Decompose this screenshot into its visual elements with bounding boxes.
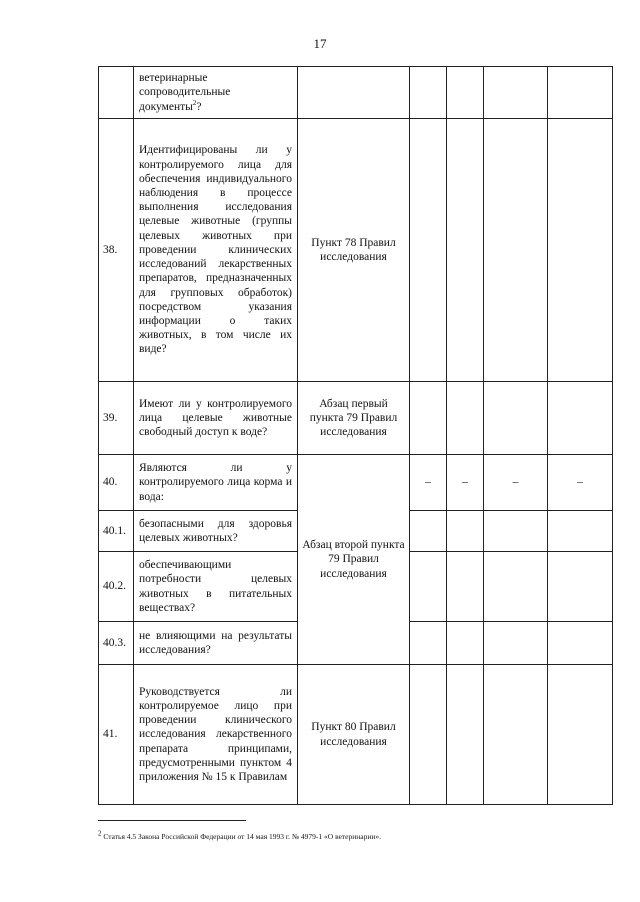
question-text: ветеринарные сопроводительные документы$^2$?	[134, 67, 298, 119]
answer-no-cell[interactable]	[447, 511, 484, 552]
comment-cell[interactable]	[548, 382, 613, 455]
answer-yes-cell[interactable]	[410, 511, 447, 552]
row-number	[99, 67, 134, 119]
question-text: Руководствуется ли контролируемое лицо при проведении клинического исследования лекарственного препарата принципами, предусмотренными пунктом 4 приложения № 15 к Правилам	[134, 665, 298, 805]
question-text: обеспечивающими потребности целевых животных в питательных веществах?	[134, 552, 298, 622]
answer-na-cell[interactable]	[484, 622, 548, 665]
page-number: 17	[313, 36, 327, 51]
row-number: 38.	[99, 119, 134, 382]
legal-reference: Абзац второй пункта 79 Правил исследования	[298, 455, 410, 665]
answer-no-dash: –	[447, 455, 484, 511]
row-number: 40.3.	[99, 622, 134, 665]
answer-na-cell[interactable]	[484, 67, 548, 119]
legal-reference: Пункт 78 Правил исследования	[298, 119, 410, 382]
answer-na-cell[interactable]	[484, 382, 548, 455]
answer-no-cell[interactable]	[447, 382, 484, 455]
row-number: 40.	[99, 455, 134, 511]
comment-dash: –	[548, 455, 613, 511]
answer-yes-cell[interactable]	[410, 622, 447, 665]
legal-reference	[298, 67, 410, 119]
comment-cell[interactable]	[548, 665, 613, 805]
footnote-text: Статья 4.5 Закона Российской Федерации от 14 мая 1993 г. № 4979-1 «О ветеринарии».	[103, 832, 382, 841]
answer-yes-cell[interactable]	[410, 665, 447, 805]
legal-reference: Пункт 80 Правил исследования	[298, 665, 410, 805]
table-row	[99, 119, 613, 382]
answer-na-cell[interactable]	[484, 552, 548, 622]
row-number: 41.	[99, 665, 134, 805]
answer-na-cell[interactable]	[484, 665, 548, 805]
legal-reference: Абзац первый пункта 79 Правил исследования	[298, 382, 410, 455]
footnote-divider	[98, 820, 246, 821]
checklist-table	[98, 66, 613, 805]
table-row	[99, 455, 613, 511]
table-row	[99, 665, 613, 805]
question-text: не влияющими на результаты исследования?	[134, 622, 298, 665]
table-row	[99, 382, 613, 455]
row-number: 40.1.	[99, 511, 134, 552]
answer-no-cell[interactable]	[447, 622, 484, 665]
question-text: Являются ли у контролируемого лица корма и вода:	[134, 455, 298, 511]
comment-cell[interactable]	[548, 622, 613, 665]
comment-cell[interactable]	[548, 67, 613, 119]
answer-na-cell[interactable]	[484, 511, 548, 552]
answer-yes-cell[interactable]	[410, 119, 447, 382]
answer-yes-cell[interactable]	[410, 552, 447, 622]
comment-cell[interactable]	[548, 119, 613, 382]
row-number: 39.	[99, 382, 134, 455]
question-text: Имеют ли у контролируемого лица целевые животные свободный доступ к воде?	[134, 382, 298, 455]
comment-cell[interactable]	[548, 511, 613, 552]
answer-yes-dash: –	[410, 455, 447, 511]
answer-na-cell[interactable]	[484, 119, 548, 382]
row-number: 40.2.	[99, 552, 134, 622]
question-text: Идентифицированы ли у контролируемого лица для обеспечения индивидуального наблюдения в процессе выполнения исследования целевые животные (группы целевых животных при проведении клинических исследований лекарственных препаратов, предназначенных для групповых обработок) посредством указания информации о таких животных, в том числе их виде?	[134, 119, 298, 382]
footnote-number: 2	[98, 829, 102, 838]
answer-na-dash: –	[484, 455, 548, 511]
answer-no-cell[interactable]	[447, 119, 484, 382]
footnote-mark: 2	[192, 98, 197, 107]
comment-cell[interactable]	[548, 552, 613, 622]
answer-yes-cell[interactable]	[410, 67, 447, 119]
table-row	[99, 67, 613, 119]
footnote	[98, 829, 382, 841]
answer-yes-cell[interactable]	[410, 382, 447, 455]
answer-no-cell[interactable]	[447, 67, 484, 119]
answer-no-cell[interactable]	[447, 665, 484, 805]
answer-no-cell[interactable]	[447, 552, 484, 622]
question-text: безопасными для здоровья целевых животных?	[134, 511, 298, 552]
